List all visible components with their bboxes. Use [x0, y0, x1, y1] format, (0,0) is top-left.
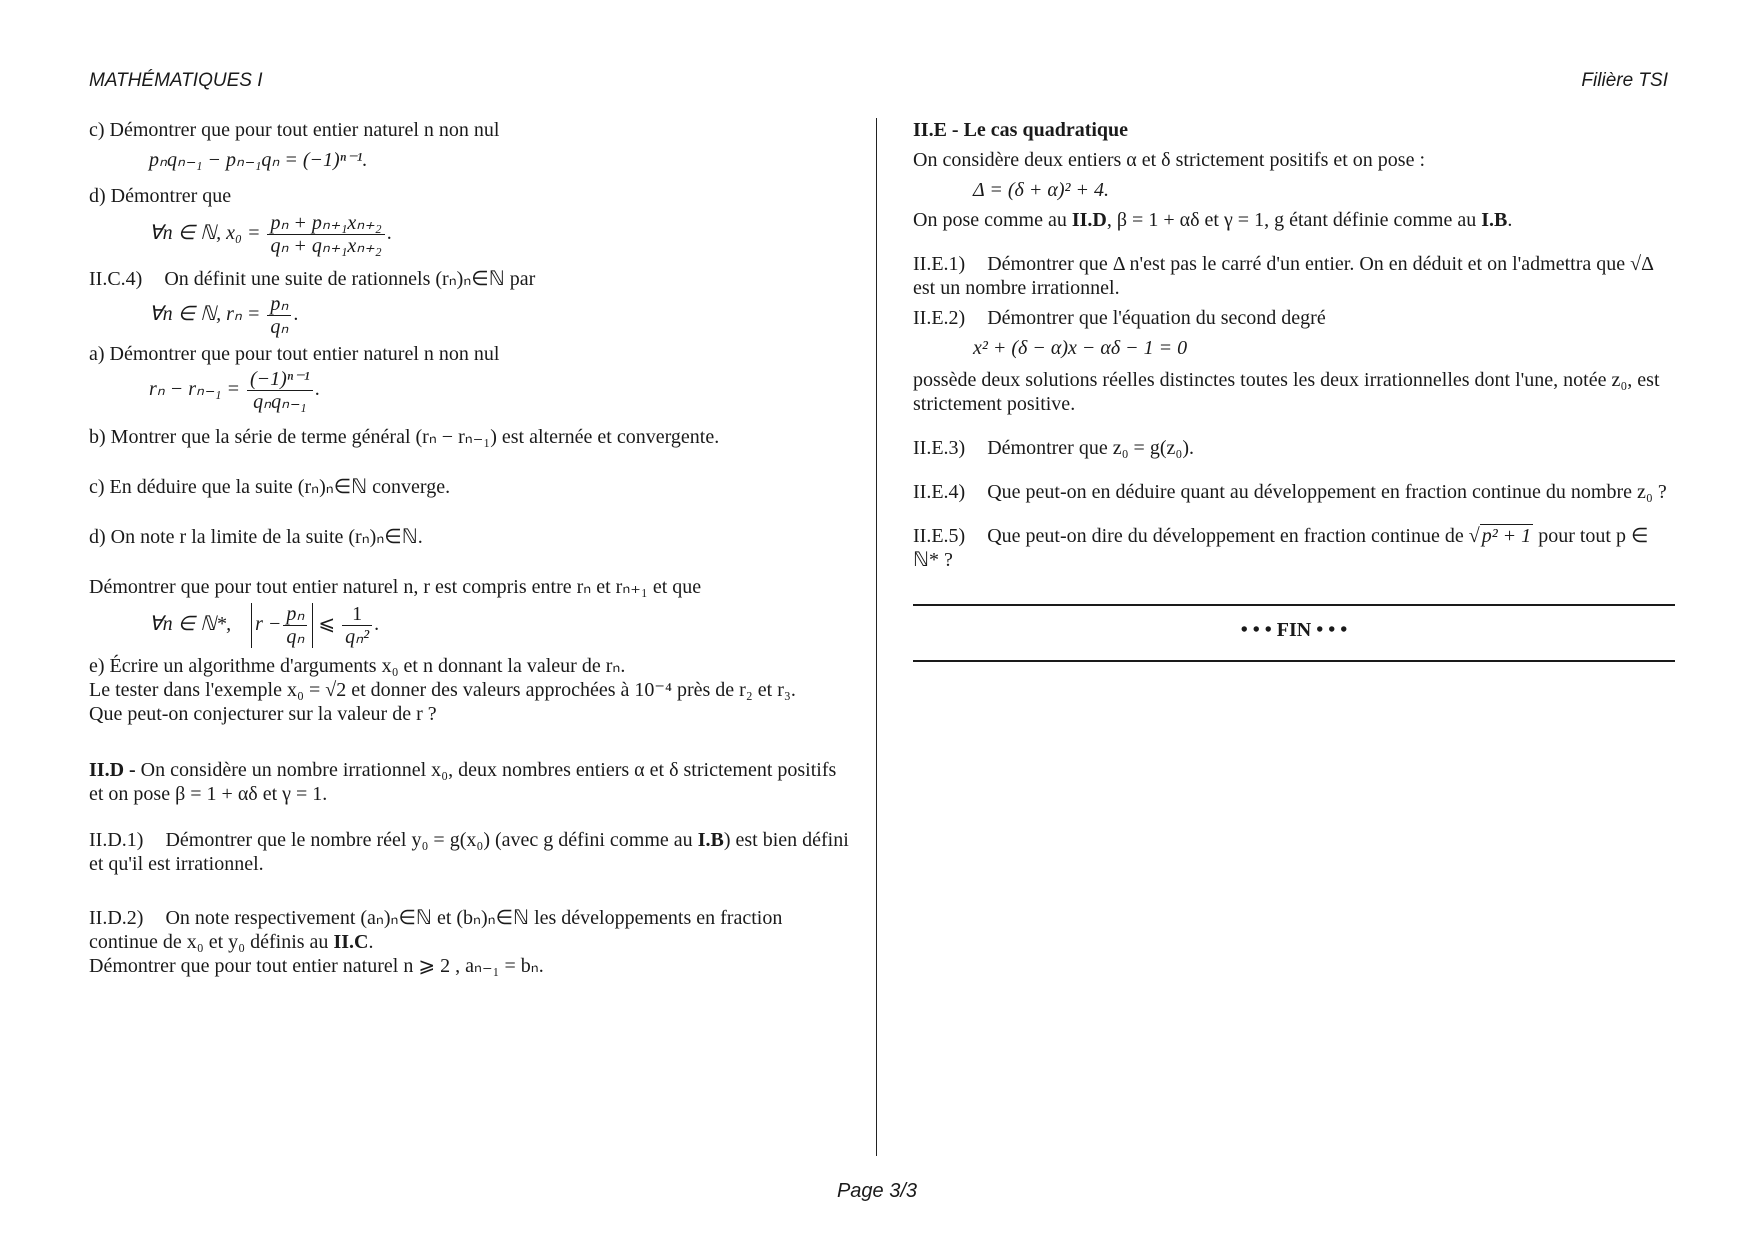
- question-text: Démontrer que l'équation du second degré: [987, 307, 1326, 329]
- equation-c: pₙqₙ₋₁ − pₙ₋₁qₙ = (−1)ⁿ⁻¹.: [149, 149, 368, 171]
- column-divider: [876, 118, 877, 1156]
- abs-fraction-numerator: pₙ: [283, 603, 307, 626]
- question-iid1: [89, 828, 851, 876]
- fin-marker: • • • FIN • • •: [1240, 619, 1348, 641]
- fraction-d: [267, 212, 384, 257]
- question-label: II.C.4): [89, 268, 143, 290]
- equation-quadratic: x² + (δ − α)x − αδ − 1 = 0: [973, 337, 1188, 359]
- question-label: II.E.3): [913, 437, 966, 459]
- sqrt-expression: p² + 1: [1481, 525, 1532, 547]
- question-label: II.E.2): [913, 307, 966, 329]
- section-iie-title: [913, 118, 1675, 142]
- absolute-value-left: r −: [255, 613, 282, 636]
- fraction-a: [247, 368, 313, 413]
- equation-d-prefix: ∀n ∈ ℕ, x₀ =: [149, 222, 261, 245]
- question-iie1: [913, 252, 1675, 300]
- section-title: II.E - Le cas quadratique: [913, 119, 1129, 141]
- top-rule: [913, 604, 1675, 606]
- question-d-text: d) Démontrer que: [89, 185, 232, 207]
- question-iie2-text2: possède deux solutions réelles distinctes toutes les deux irrationnelles dont l'une, notée z₀, est strictement positive.: [913, 369, 1660, 415]
- text: .: [1507, 209, 1513, 231]
- question-text: Que peut-on en déduire quant au développement en fraction continue du nombre z₀ ?: [987, 481, 1667, 503]
- fraction-d2-right-numerator: 1: [342, 603, 372, 626]
- question-text-end: ) est bien défini et qu'il est irrationnel.: [89, 829, 849, 875]
- question-a-text: a) Démontrer que pour tout entier naturel n non nul: [89, 343, 500, 365]
- reference: II.C: [333, 931, 369, 953]
- header-left: MATHÉMATIQUES I: [89, 70, 263, 91]
- bottom-rule: [913, 660, 1675, 662]
- fraction-d-denominator: qₙ + qₙ₊₁xₙ₊₂: [270, 235, 382, 257]
- less-equal-sign: ⩽: [318, 613, 336, 636]
- question-e-line2: Le tester dans l'exemple x₀ = √2 et donner des valeurs approchées à 10⁻⁴ près de r₂ et r₃.: [89, 679, 796, 701]
- fraction-d-numerator: pₙ + pₙ₊₁xₙ₊₂: [267, 212, 384, 235]
- question-iie4: [913, 480, 1675, 504]
- question-text: On note respectivement (aₙ)ₙ∈ℕ et (bₙ)ₙ∈ℕ les développements en fraction continue de x₀ et y₀ définis au: [89, 907, 783, 953]
- question-iic4: [89, 267, 851, 291]
- question-iie5: [913, 524, 1675, 572]
- equation-delta: Δ = (δ + α)² + 4.: [973, 179, 1109, 201]
- header-right: Filière TSI: [1581, 70, 1668, 91]
- fraction-iic4-numerator: pₙ: [267, 293, 291, 316]
- section-iie-text2: [913, 208, 1675, 232]
- section-iid-title: II.D -: [89, 759, 136, 781]
- reference: I.B: [1481, 209, 1508, 231]
- reference: II.D: [1071, 209, 1107, 231]
- fraction-a-denominator: qₙqₙ₋₁: [253, 391, 307, 413]
- fraction-d2-right: [342, 603, 372, 648]
- fraction-d2-right-denominator: qₙ²: [345, 626, 370, 648]
- abs-fraction-denominator: qₙ: [286, 626, 305, 648]
- question-label: II.D.1): [89, 829, 144, 851]
- equation-a: rₙ − rₙ₋₁ = $\frac{\text{(−1)ⁿ⁻¹}}{\text{qₙqₙ₋₁}}$ .: [149, 368, 320, 413]
- equation-d2-prefix: ∀n ∈ ℕ*,: [149, 613, 232, 636]
- question-text: Démontrer que le nombre réel y₀ = g(x₀) (avec g défini comme au: [165, 829, 693, 851]
- absolute-value: [251, 603, 313, 648]
- question-label: II.D.2): [89, 907, 144, 929]
- equation-d2: ∀n ∈ ℕ*, r − $\frac{\text{pₙ}}{\text{qₙ}}$ ⩽ $\frac{1}{\text{qₙ²}}$ .: [149, 603, 380, 648]
- section-iid: [89, 758, 851, 806]
- question-text: Démontrer que z₀ = g(z₀).: [987, 437, 1195, 459]
- right-column: [913, 118, 1675, 662]
- text: On pose comme au: [913, 209, 1067, 231]
- question-e-line3: Que peut-on conjecturer sur la valeur de r ?: [89, 703, 437, 725]
- question-text: Démontrer que Δ n'est pas le carré d'un entier. On en déduit et on l'admettra que √Δ est un nombre irrationnel.: [913, 253, 1653, 299]
- question-iie3: [913, 436, 1675, 460]
- reference: I.B: [697, 829, 724, 851]
- equation-iic4-prefix: ∀n ∈ ℕ, rₙ =: [149, 303, 261, 326]
- question-text: On définit une suite de rationnels (rₙ)ₙ∈ℕ par: [164, 268, 536, 290]
- question-c2-text: c) En déduire que la suite (rₙ)ₙ∈ℕ converge.: [89, 476, 451, 498]
- section-iie-text: On considère deux entiers α et δ strictement positifs et on pose :: [913, 149, 1426, 171]
- question-label: II.E.4): [913, 481, 966, 503]
- question-text-end: pour tout p ∈ ℕ* ?: [913, 525, 1649, 571]
- question-text-end: .: [368, 931, 374, 953]
- left-column: [89, 118, 851, 978]
- equation-iic4: ∀n ∈ ℕ, rₙ = $\frac{\text{pₙ}}{\text{qₙ}}$ .: [149, 293, 299, 338]
- question-label: II.E.1): [913, 253, 966, 275]
- question-b-text: b) Montrer que la série de terme général (rₙ − rₙ₋₁) est alternée et convergente.: [89, 426, 720, 448]
- question-iid2: [89, 906, 851, 954]
- equation-d: ∀n ∈ ℕ, x₀ = $\frac{\text{pₙ + pₙ₊₁xₙ₊₂}}{\text{qₙ + qₙ₊₁xₙ₊₂}}$ .: [149, 212, 392, 257]
- question-iid2-line2: Démontrer que pour tout entier naturel n ⩾ 2 , aₙ₋₁ = bₙ.: [89, 955, 544, 977]
- question-label: II.E.5): [913, 525, 966, 547]
- question-text: Que peut-on dire du développement en fraction continue de: [987, 525, 1464, 547]
- fraction-iic4: [267, 293, 291, 338]
- fraction-iic4-denominator: qₙ: [270, 316, 289, 338]
- question-c-text: c) Démontrer que pour tout entier naturel n non nul: [89, 119, 500, 141]
- question-d2-text: d) On note r la limite de la suite (rₙ)ₙ∈ℕ.: [89, 526, 423, 548]
- fraction-a-numerator: (−1)ⁿ⁻¹: [247, 368, 313, 391]
- section-iid-text: On considère un nombre irrationnel x₀, deux nombres entiers α et δ strictement positifs et on pose β = 1 + αδ et γ = 1.: [89, 759, 837, 805]
- question-e-line1: e) Écrire un algorithme d'arguments x₀ et n donnant la valeur de rₙ.: [89, 655, 626, 677]
- equation-a-prefix: rₙ − rₙ₋₁ =: [149, 378, 241, 401]
- question-d2-text2: Démontrer que pour tout entier naturel n, r est compris entre rₙ et rₙ₊₁ et que: [89, 576, 702, 598]
- page-number: Page 3/3: [836, 1180, 918, 1202]
- sqrt-sign: √: [1468, 525, 1480, 547]
- text: , β = 1 + αδ et γ = 1, g étant définie comme au: [1106, 209, 1477, 231]
- question-iie2: [913, 306, 1675, 330]
